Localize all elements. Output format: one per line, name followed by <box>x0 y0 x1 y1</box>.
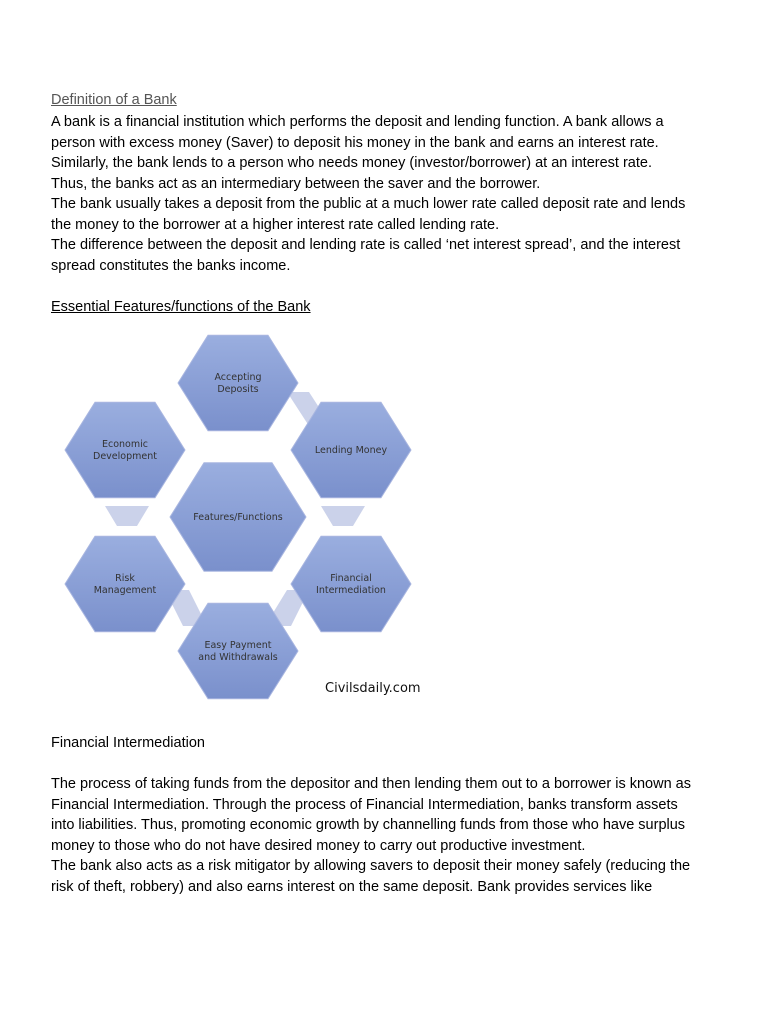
text-line: Similarly, the bank lends to a person who needs money (investor/borrower) at an interest rate. <box>51 155 652 171</box>
section-heading-definition: Definition of a Bank <box>51 92 177 108</box>
hexagon-label: Deposits <box>217 384 259 395</box>
hexagon-label: Financial <box>330 573 372 584</box>
hexagon-shape <box>65 536 185 632</box>
features-hexagon-diagram <box>55 320 435 710</box>
hexagon-label: Economic <box>102 439 148 450</box>
section-heading-features: Essential Features/functions of the Bank <box>51 299 311 315</box>
financial-intermediation-paragraph <box>51 774 731 897</box>
text-line: The process of taking funds from the depositor and then lending them out to a borrower is known as <box>51 776 691 792</box>
hex-features-functions <box>170 463 306 571</box>
text-line: spread constitutes the banks income. <box>51 257 291 274</box>
connector-right <box>321 506 365 526</box>
text-line: The bank usually takes a deposit from the public at a much lower rate called deposit rate and lends <box>51 196 686 212</box>
hexagon-label: Accepting <box>214 372 262 383</box>
text-line: The difference between the deposit and lending rate is called ‘net interest spread’, and the interest <box>51 237 681 253</box>
hex-economic-development <box>65 402 185 498</box>
section-heading-financial-intermediation: Financial Intermediation <box>51 735 205 751</box>
hexagon-label: Risk <box>115 573 135 584</box>
hexagon-label: Features/Functions <box>193 512 283 523</box>
hex-accepting-deposits <box>178 335 298 431</box>
text-line: money to those who do not have desired money to carry out productive investment. <box>51 837 586 854</box>
text-line: the money to the borrower at a higher interest rate called lending rate. <box>51 216 500 233</box>
text-line: Financial Intermediation. Through the process of Financial Intermediation, banks transform assets <box>51 796 678 813</box>
text-line: person with excess money (Saver) to deposit his money in the bank and earns an interest rate. <box>51 134 659 151</box>
hexagon-shape <box>65 402 185 498</box>
hexagon-label: Development <box>93 451 157 462</box>
text-line: into liabilities. Thus, promoting economic growth by channelling funds from those who have surplus <box>51 817 686 833</box>
text-line: Thus, the banks act as an intermediary between the saver and the borrower. <box>51 175 541 192</box>
hexagon-shape <box>291 536 411 632</box>
text-line: risk of theft, robbery) and also earns interest on the same deposit. Bank provides services like <box>51 878 653 895</box>
text-line: A bank is a financial institution which performs the deposit and lending function. A bank allows a <box>51 114 664 130</box>
hexagon-shape <box>178 335 298 431</box>
definition-paragraph <box>51 112 731 276</box>
hexagon-label: Management <box>93 585 157 596</box>
hex-financial-intermediation <box>291 536 411 632</box>
hexagon-label: Easy Payment <box>204 640 272 651</box>
hex-risk-management <box>65 536 185 632</box>
connector-left <box>105 506 149 526</box>
watermark-text: Civilsdaily.com <box>325 681 421 696</box>
hexagon-label: Intermediation <box>316 585 386 596</box>
hexagon-label: Lending Money <box>314 445 388 456</box>
hexagon-label: and Withdrawals <box>198 652 278 663</box>
text-line: The bank also acts as a risk mitigator by allowing savers to deposit their money safely (reducing the <box>51 858 691 874</box>
